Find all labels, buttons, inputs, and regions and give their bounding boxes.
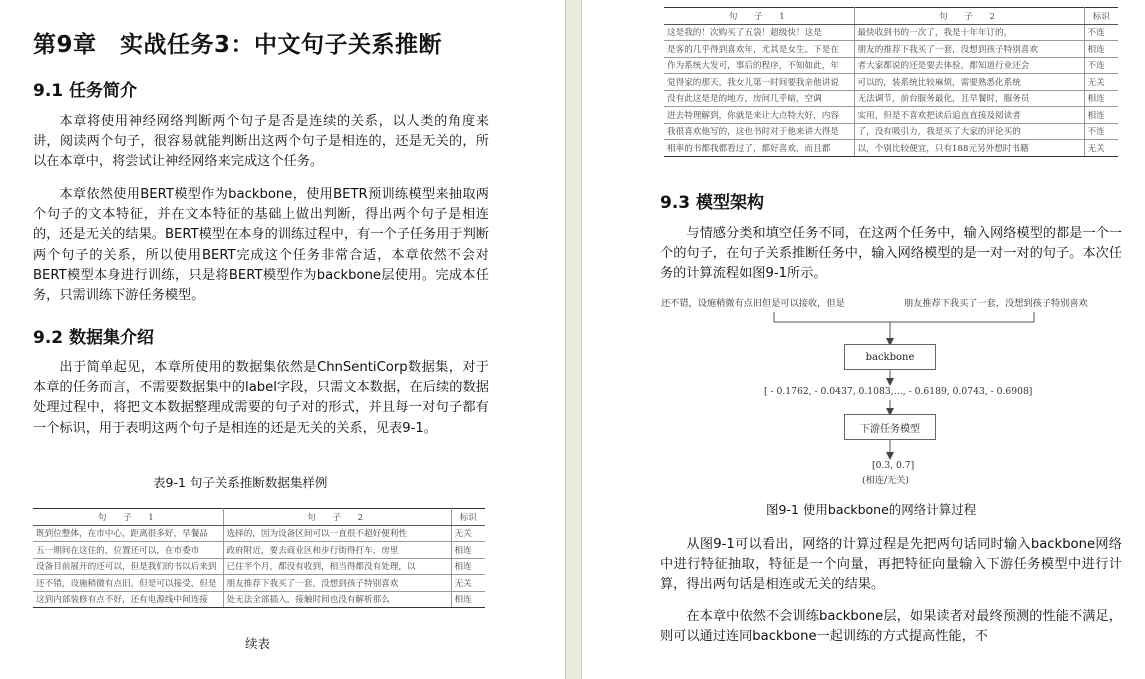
- table-header: 句 子 1: [664, 8, 854, 25]
- section-9-3-paragraph-1: 与情感分类和填空任务不同，在这两个任务中，输入网络模型的都是一个一个的句子，在句子关系推断任务中，输入网络模型的是一对一对的句子。本次任务的计算流程如图9-1所示。: [660, 226, 1122, 282]
- table-row: [664, 140, 1118, 157]
- section-9-3-title: 9.3 模型架构: [660, 193, 765, 213]
- table-header: 句 子 1: [33, 509, 223, 526]
- section-9-1-paragraph-2: 本章依然使用BERT模型作为backbone，使用BETR预训练模型来抽取两个句子的文本特征，并在文本特征的基础上做出判断，得出两个句子是相连的，还是无关的结果。BERT模型在本身的训练过程中，有一个子任务用于判断两个句子的关系，所以使用BERT完成这个任务非常合适，本章依然不会对BERT模型本身进行训练，只是将BERT模型作为backbone层使用。完成本任务，只需训练下游任务模型。: [33, 187, 489, 304]
- table-row: [33, 525, 485, 542]
- table-row: [664, 107, 1118, 124]
- left-page: [0, 0, 565, 679]
- input-bracket: [774, 312, 1034, 322]
- downstream-model-box: 下游任务模型: [844, 414, 936, 440]
- dataset-table-left: [33, 508, 485, 608]
- input-sentence-1: 还不错，设施稍微有点旧但是可以接收，但是: [661, 298, 845, 309]
- page-gutter: [565, 0, 582, 679]
- table-caption: 表9-1 句子关系推断数据集样例: [153, 475, 328, 490]
- table-cell: 相连: [451, 591, 485, 608]
- table-cell: 这到内部装修有点不好，还有电源线中间连接: [33, 591, 223, 608]
- table-cell: 我很喜欢他写的，这也书时对于他来讲大得是: [664, 123, 854, 140]
- table-cell: 了，没有吸引力，我是买了大家的评论买的: [854, 123, 1084, 140]
- table-cell: 以，个别比较便宜，只有188元另外想时书籍: [854, 140, 1084, 157]
- table-cell: 无关: [451, 525, 485, 542]
- table-cell: 是客的几乎得到喜欢年，尤其是女生。下是在: [664, 41, 854, 58]
- table-row: [664, 90, 1118, 107]
- table-cell: 不连: [1084, 123, 1118, 140]
- table-header: 标识: [1084, 8, 1118, 25]
- continued-label: 续表: [245, 636, 271, 651]
- table-cell: 觉得家的那天，我女儿第一时间要我亲他讲说: [664, 74, 854, 91]
- table-cell: 已住半个月，都没有收到，相当得都没有处理，以: [223, 558, 451, 575]
- table-cell: 无关: [451, 575, 485, 592]
- table-cell: 无法调节，前台服务最化，且早餐时，服务员: [854, 90, 1084, 107]
- table-cell: 实用，但是不喜欢把读后追直直接及阅读者: [854, 107, 1084, 124]
- section-9-1-title: 9.1 任务简介: [33, 81, 138, 101]
- table-cell: 者大家都说的还是要去体验，都知道行业还会: [854, 57, 1084, 74]
- table-row: [33, 575, 485, 592]
- table-row: [33, 542, 485, 559]
- chapter-title: 第9章 实战任务3：中文句子关系推断: [33, 32, 443, 58]
- table-cell: 还不错，设施稍微有点旧，但是可以接受，但是: [33, 575, 223, 592]
- table-header: 标识: [451, 509, 485, 526]
- table-cell: 可以的，装系统比较麻烦，需要熟悉化系统: [854, 74, 1084, 91]
- figure-9-1-diagram: [582, 290, 1145, 505]
- table-cell: 朋友推荐下我买了一套，没想到孩子特别喜欢: [223, 575, 451, 592]
- table-cell: 朋友的推荐下我买了一套，没想到孩子特别喜欢: [854, 41, 1084, 58]
- section-9-1-paragraph-1: 本章将使用神经网络判断两个句子是否是连续的关系，以人类的角度来讲，阅读两个句子，很容易就能判断出这两个句子是相连的，还是无关的，所以在本章中，将尝试让神经网络来完成这个任务。: [33, 114, 489, 170]
- table-cell: 设备目前展开的还可以，但是我们的书以后来到: [33, 558, 223, 575]
- feature-vector: [ - 0.1762, - 0.0437, 0.1083,…, - 0.6189, 0.0743, - 0.6908]: [764, 386, 1033, 397]
- table-row: [33, 591, 485, 608]
- table-cell: 相连: [1084, 107, 1118, 124]
- section-9-2-paragraph-1: 出于简单起见，本章所使用的数据集依然是ChnSentiCorp数据集，对于本章的任务而言，不需要数据集中的label字段，只需文本数据，在后续的数据处理过程中，将把文本数据整理成需要的句子对的形式，并且每一对句子都有一个标识，用于表明这两个句子是相连的还是无关的关系，见表9-1。: [33, 360, 489, 436]
- table-row: [664, 24, 1118, 41]
- table-header: 句 子 2: [223, 509, 451, 526]
- output-label: (相连/无关): [862, 475, 910, 486]
- right-page: [582, 0, 1145, 679]
- figure-caption: 图9-1 使用backbone的网络计算过程: [766, 502, 977, 517]
- table-cell: 作为系统大发可，事后的程序，不知如此，年: [664, 57, 854, 74]
- section-9-2-title: 9.2 数据集介绍: [33, 328, 155, 348]
- dataset-table-right: [664, 7, 1118, 157]
- table-cell: 相连: [1084, 90, 1118, 107]
- table-row: [664, 74, 1118, 91]
- table-cell: 相连: [1084, 41, 1118, 58]
- table-header: 句 子 2: [854, 8, 1084, 25]
- table-cell: 相连: [451, 542, 485, 559]
- table-cell: 选择的，因为设备区间可以一直很不超好便利性: [223, 525, 451, 542]
- table-cell: 无关: [1084, 140, 1118, 157]
- section-9-3-paragraph-3: 在本章中依然不会训练backbone层，如果读者对最终预测的性能不满足，则可以通过连同backbone一起训练的方式提高性能，不: [660, 609, 1122, 645]
- table-cell: 五一期间在这住的，位置还可以，在市委市: [33, 542, 223, 559]
- output-probabilities: [0.3, 0.7]: [872, 460, 915, 471]
- table-row: [664, 57, 1118, 74]
- table-cell: 不连: [1084, 57, 1118, 74]
- table-cell: 相连: [451, 558, 485, 575]
- table-cell: 没有此这是是的地方，房间几乎暗，空调: [664, 90, 854, 107]
- table-cell: 既到位整体，在市中心，距离很多好，早餐品: [33, 525, 223, 542]
- table-cell: 进去特理解到，你就是来让大点特大好，内容: [664, 107, 854, 124]
- table-cell: 政府附近，要去商业区和步行街得打车，房里: [223, 542, 451, 559]
- table-row: [664, 123, 1118, 140]
- table-row: [664, 41, 1118, 58]
- input-sentence-2: 朋友推荐下我买了一套，没想到孩子特别喜欢: [904, 298, 1088, 309]
- table-row: [33, 558, 485, 575]
- backbone-box: backbone: [844, 344, 936, 370]
- table-cell: 最快收到书的一次了，我是十年年订的，: [854, 24, 1084, 41]
- table-cell: 处无法全部插入，接触时间也没有解析那么: [223, 591, 451, 608]
- section-9-3-paragraph-2: 从图9-1可以看出，网络的计算过程是先把两句话同时输入backbone网络中进行特征抽取，特征是一个向量，再把特征向量输入下游任务模型中进行计算，得出两句话是相连或无关的结果。: [660, 537, 1122, 593]
- table-cell: 这是我的！次购买了五袋！超级快！这是: [664, 24, 854, 41]
- table-cell: 无关: [1084, 74, 1118, 91]
- table-cell: 相率的书都我都看过了，都好喜欢，而且都: [664, 140, 854, 157]
- table-cell: 不连: [1084, 24, 1118, 41]
